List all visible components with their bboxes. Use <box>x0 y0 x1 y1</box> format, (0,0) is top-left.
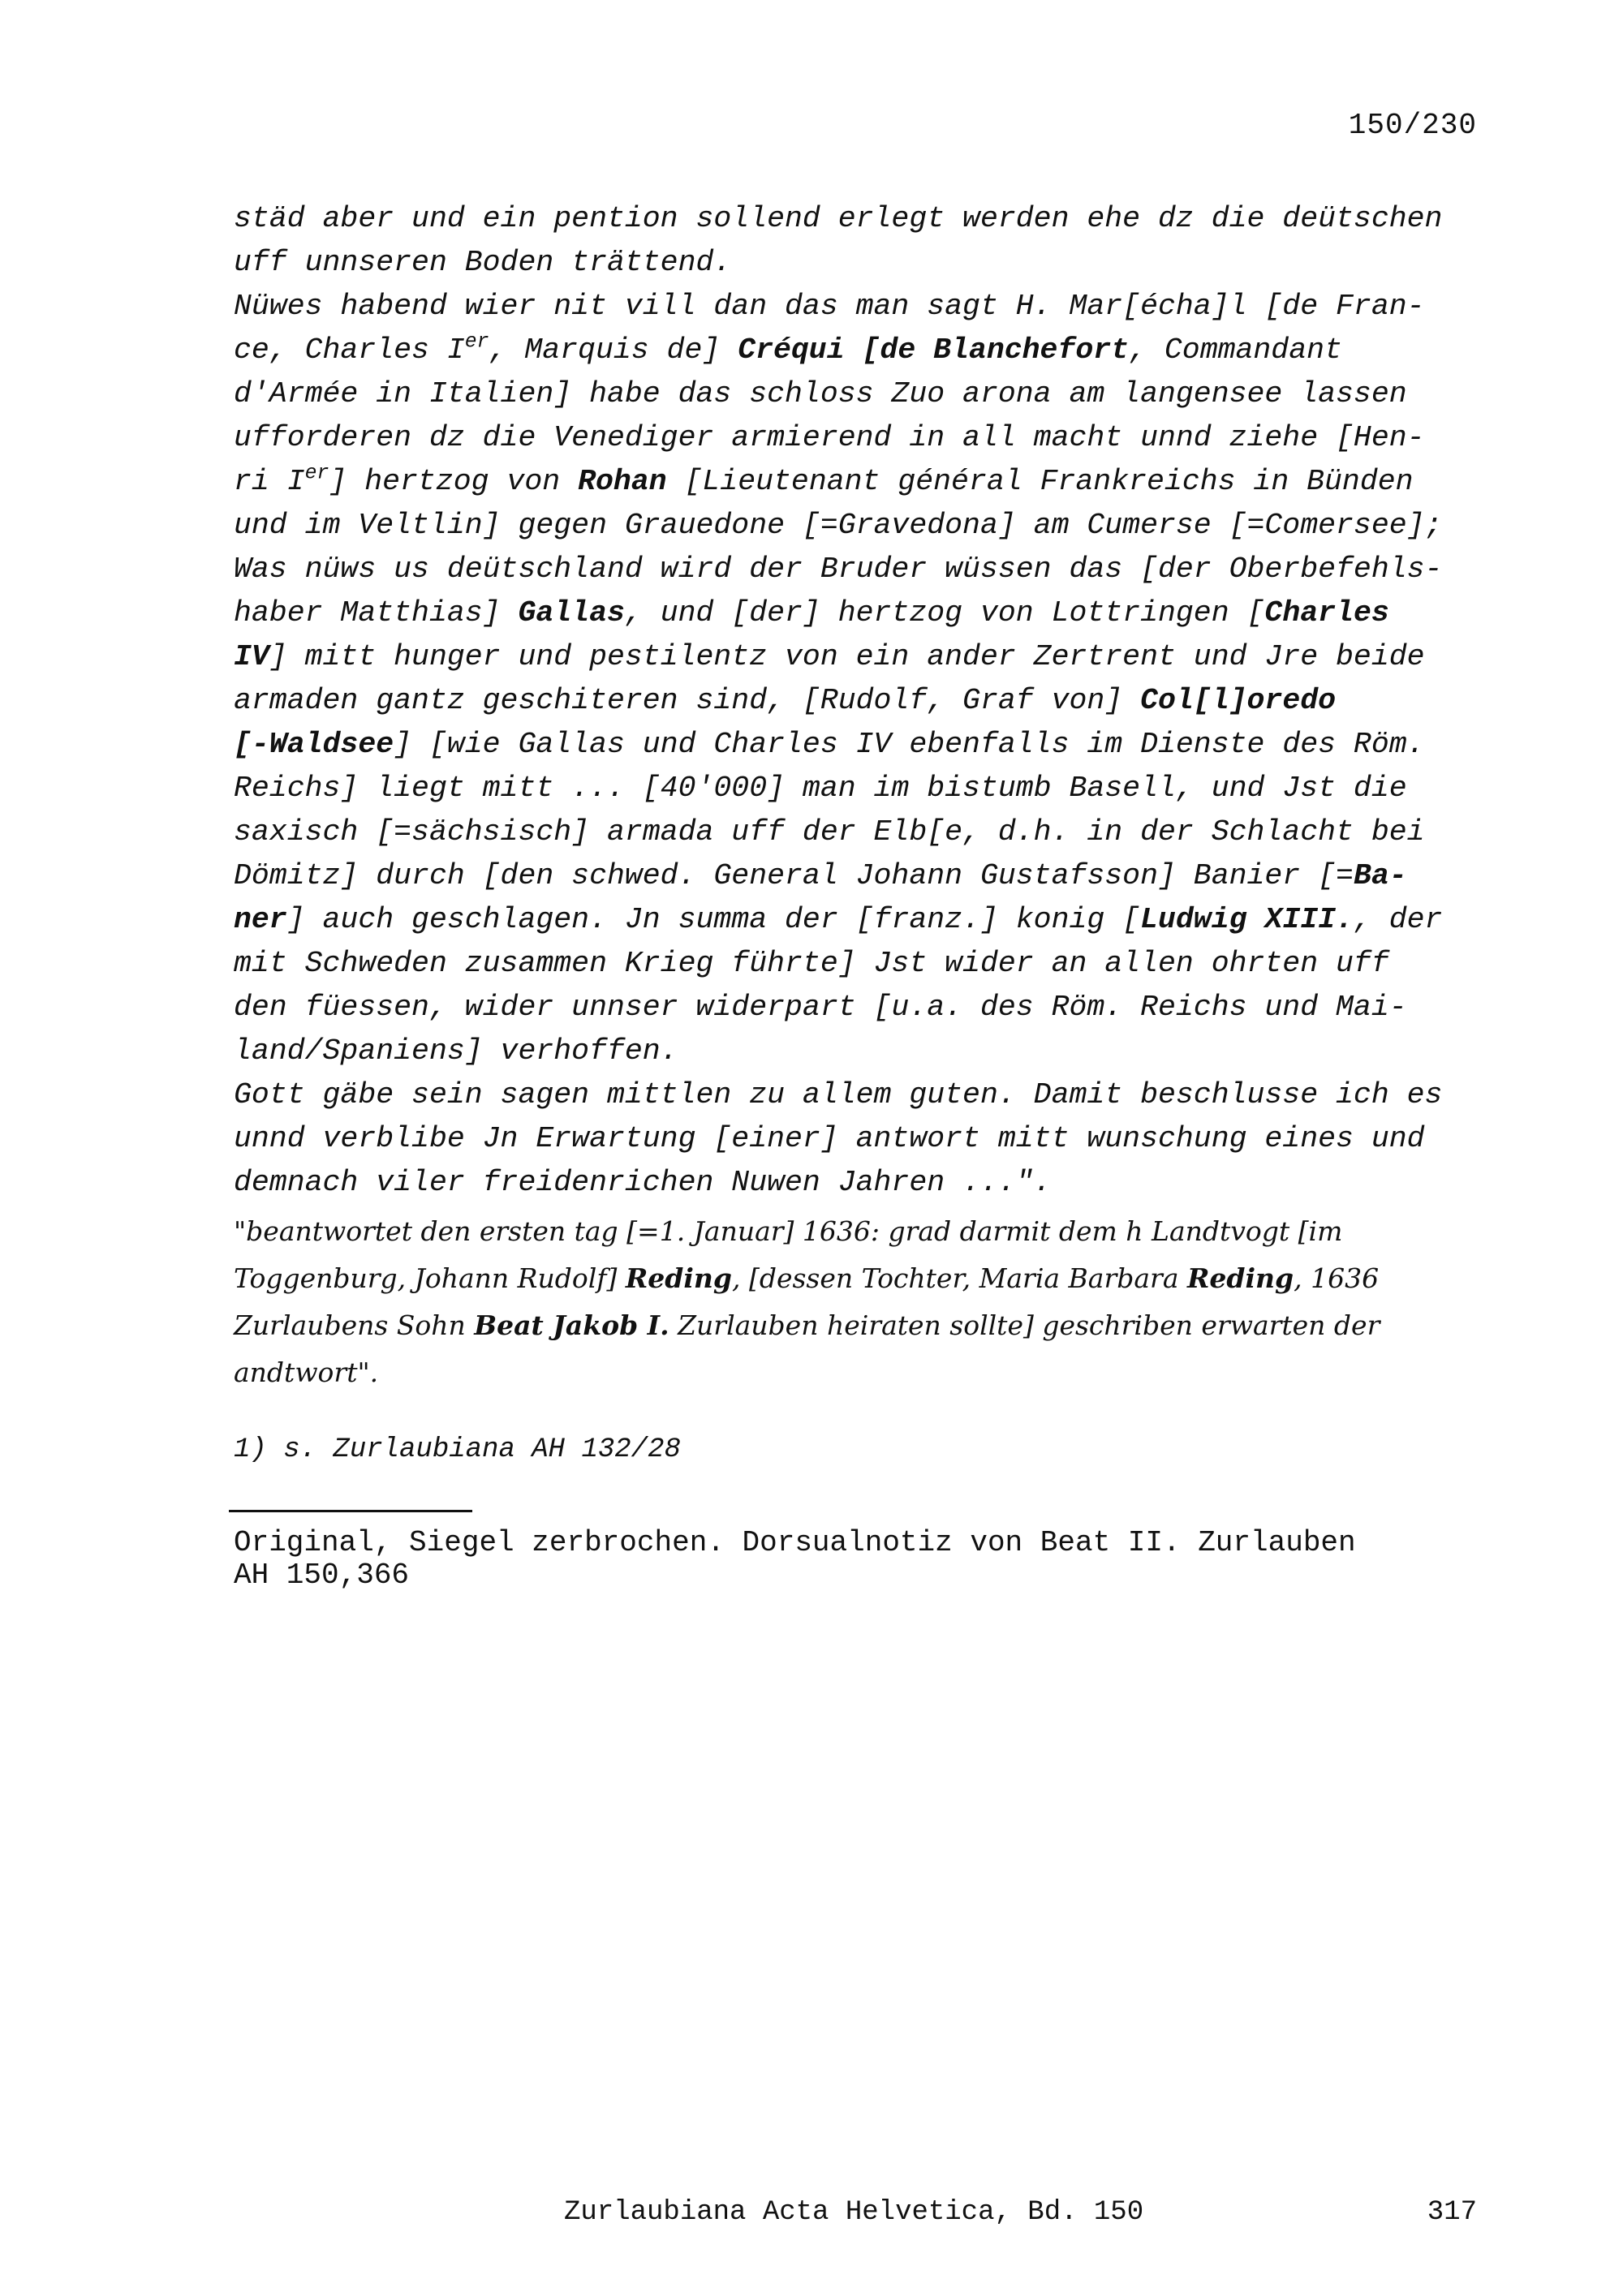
text-line: ufforderen dz die Venediger armierend in all macht unnd ziehe [Hen- <box>234 421 1425 454</box>
letter-transcription <box>234 197 1483 1396</box>
text-line: Nüwes habend wier nit vill dan das man sagt H. Mar[écha]l [de Fran- <box>234 290 1425 323</box>
archival-note-line: AH 150,366 <box>234 1559 410 1592</box>
text-line: armaden gantz geschiteren sind, [Rudolf, Graf von] Col[l]oredo <box>234 684 1337 717</box>
archival-note-line: Original, Siegel zerbrochen. Dorsualnotiz von Beat II. Zurlauben <box>234 1526 1356 1559</box>
emphasis-name: [-Waldsee <box>234 728 394 761</box>
text-line: und im Veltlin] gegen Grauedone [=Gravedona] am Cumerse [=Comersee]; <box>234 509 1443 542</box>
emphasis-name: Reding <box>1187 1262 1294 1294</box>
dorsual-note-transcription: "beantwortet den ersten tag [=1. Januar] 1636: grad darmit dem h Landtvogt [im Toggenburg, Johann Rudolf] Reding, [dessen Tochter, Maria Barbara Reding, 1636 Zurlaubens Sohn Beat Jakob I. Zurlauben heiraten sollte] geschriben erwarten der andtwort". <box>234 1215 1380 1388</box>
text-line: Was nüws us deütschland wird der Bruder wüssen das [der Oberbefehls- <box>234 553 1443 586</box>
text-line: Reichs] liegt mitt ... [40'000] man im bistumb Basell, und Jst die <box>234 772 1407 805</box>
text-line: haber Matthias] Gallas, und [der] hertzog von Lottringen [Charles <box>234 596 1389 630</box>
text-line: ce, Charles Ier, Marquis de] Créqui [de Blanchefort, Commandant <box>234 330 1342 367</box>
emphasis-name: IV <box>234 640 269 673</box>
emphasis-name: Ludwig XIII. <box>1140 903 1354 936</box>
emphasis-name: Créqui [de Blanchefort <box>738 333 1130 367</box>
text-line: Gott gäbe sein sagen mittlen zu allem guten. Damit beschlusse ich es <box>234 1078 1443 1111</box>
text-line: mit Schweden zusammen Krieg führte] Jst wider an allen ohrten uff <box>234 947 1389 980</box>
emphasis-name: Ba- <box>1353 859 1407 892</box>
text-line: ri Ier] hertzog von Rohan [Lieutenant général Frankreichs in Bünden <box>234 462 1414 498</box>
text-line: städ aber und ein pention sollend erlegt werden ehe dz die deütschen <box>234 202 1443 235</box>
text-line: IV] mitt hunger und pestilentz von ein ander Zertrent und Jre beide <box>234 640 1425 673</box>
emphasis-name: Reding <box>625 1262 732 1294</box>
text-line: ner] auch geschlagen. Jn summa der [franz.] konig [Ludwig XIII., der <box>234 903 1443 936</box>
page-counter: 150/230 <box>1348 109 1477 142</box>
emphasis-name: Charles <box>1264 596 1389 630</box>
emphasis-name: Col[l]oredo <box>1140 684 1337 717</box>
emphasis-name: Beat Jakob I. <box>474 1309 669 1341</box>
emphasis-name: Rohan <box>578 465 667 498</box>
archival-note <box>234 1527 1356 1592</box>
emphasis-name: Gallas <box>518 596 625 630</box>
text-line: unnd verblibe Jn Erwartung [einer] antwort mitt wunschung eines und <box>234 1122 1425 1155</box>
text-line: land/Spaniens] verhoffen. <box>234 1034 678 1068</box>
footer-source: Zurlaubiana Acta Helvetica, Bd. 150 <box>564 2197 1144 2228</box>
text-line: uff unnseren Boden trättend. <box>234 246 732 279</box>
emphasis-name: ner <box>234 903 287 936</box>
text-line: demnach viler freidenrichen Nuwen Jahren ...". <box>234 1166 1052 1199</box>
text-line: Dömitz] durch [den schwed. General Johann Gustafsson] Banier [=Ba- <box>234 859 1407 892</box>
text-line: [-Waldsee] [wie Gallas und Charles IV ebenfalls im Dienste des Röm. <box>234 728 1425 761</box>
footer-page-number: 317 <box>1427 2197 1477 2228</box>
footnote: 1) s. Zurlaubiana AH 132/28 <box>234 1434 681 1465</box>
footnote-divider <box>229 1510 472 1512</box>
text-line: d'Armée in Italien] habe das schloss Zuo arona am langensee lassen <box>234 377 1407 411</box>
text-line: den füessen, wider unnser widerpart [u.a. des Röm. Reichs und Mai- <box>234 991 1407 1024</box>
text-line: saxisch [=sächsisch] armada uff der Elb[e, d.h. in der Schlacht bei <box>234 815 1425 849</box>
